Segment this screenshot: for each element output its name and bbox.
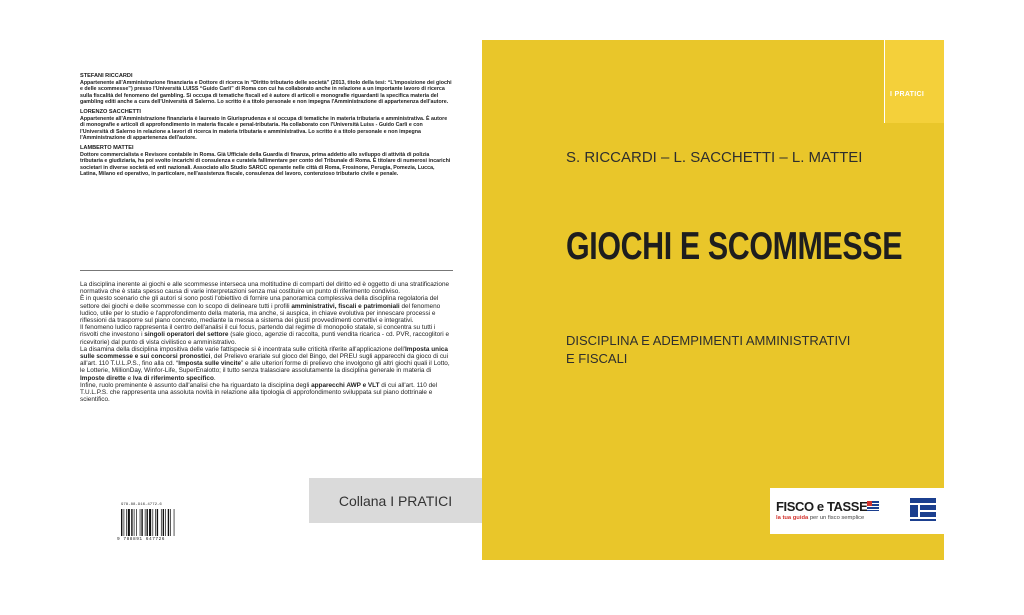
- bio-name: LORENZO SACCHETTI: [80, 109, 141, 116]
- series-badge: [884, 40, 944, 123]
- text-run: e: [125, 374, 133, 382]
- bold-text: Imposta unica sulle scommesse e sui concorsi pronostici: [80, 345, 448, 361]
- book-description: [80, 270, 453, 403]
- text-run: del fenomeno ludico, utile per lo studio e l'approfondimento della materia, ma anche, si auspica, in chiave evolutiva per innescare processi e riflessioni da trasporre sul piano concreto, mediante la messa a sistema dei giusti provvedimenti correttivi e integrativi.: [80, 302, 441, 325]
- back-cover: [80, 40, 482, 560]
- tagline-accent: la tua guida: [776, 515, 809, 521]
- bio-sacchetti: [80, 109, 452, 141]
- bold-text: Imposte dirette: [80, 374, 126, 382]
- text-run: ” e alle ulteriori forme di prelievo che involgono gli altri giochi quali il Lotto, le Lotterie, MillionDay, Winfor-Life, SuperEnalotto; il tutto senza tralasciare assolutamente la disciplina generale in materia di: [80, 360, 450, 375]
- text-run: di cui all'art. 110 del T.U.L.P.S. che rappresenta una assoluta novità in relazione alla tipologia di approfondimento sviluppata sul piano dottrinale e scientifico.: [80, 381, 438, 404]
- text-run: Infine, ruolo preminente è assunto dall'analisi che ha riguardato la disciplina degli: [80, 381, 312, 389]
- bio-name: LAMBERTO MATTEI: [80, 145, 134, 152]
- publisher-name: FISCO e TASSE: [776, 499, 868, 514]
- text-run: , del Prelievo erariale sul gioco del Bingo, del PREU sugli apparecchi da gioco di cui all'art. 110 T.U.L.P.S., fino alla cd. “: [80, 353, 449, 368]
- barcode-icon: [120, 509, 194, 536]
- tagline-rest: per un fisco semplice: [808, 515, 865, 521]
- maggioli-logo-icon: [910, 498, 936, 524]
- description-paragraph: [80, 295, 453, 324]
- bold-text: singoli operatori del settore: [144, 331, 229, 339]
- text-run: Il fenomeno ludico rappresenta il centro dell'analisi il cui focus, partendo dal regime di monopolio statale, si concentra su tutti i risvolti che investono i: [80, 324, 436, 339]
- text-run: La disamina della disciplina impositiva delle varie fattispecie si è incentrata sulle criticità riferite all'applicazione dell': [80, 345, 405, 353]
- barcode-number: 9 788891 647726: [117, 537, 166, 542]
- bio-name: STEFANI RICCARDI: [80, 73, 133, 79]
- publisher-box: [770, 488, 944, 534]
- text-run: È in questo scenario che gli autori si sono posti l'obiettivo di fornire una panoramica complessiva della disciplina regolatoria del settore dei giochi e delle scommesse con lo scopo di delineare tutti i profili: [80, 295, 439, 310]
- bold-text: Imposta sulle vincite: [178, 360, 242, 368]
- bio-text: Appartenente all'Amministrazione finanziaria è laureato in Giurisprudenza e si occupa di tematiche in materia tributaria e amministrativa. È autore di monografie e articoli di approfondimento in materia fiscale e penal-tributaria. Ha collaborato con l'Università Luiss - Guido Carli e con l'Università di Salerno in relazione a lavori di ricerca in materia tributaria e amministrativa. Lo scritto è a titolo personale e non impegna l'Amministrazione di appartenenza dell'autore.: [80, 116, 448, 141]
- badge-divider: [884, 40, 885, 123]
- subtitle-line: E FISCALI: [566, 351, 628, 366]
- subtitle-line: DISCIPLINA E ADEMPIMENTI AMMINISTRATIVI: [566, 333, 851, 348]
- text-run: (sale gioco, agenzie di raccolta, punti vendita ricarica - cd. PVR, raccoglitori e ricevitorie) dal punto di vista civilistico e amministrativo.: [80, 331, 450, 346]
- flag-icon: [867, 501, 879, 511]
- bold-text: amministrativi, fiscali e patrimoniali: [291, 302, 400, 310]
- publisher-tagline: [776, 515, 864, 521]
- bold-text: Iva di riferimento specifico: [132, 374, 214, 382]
- description-paragraph: [80, 324, 453, 346]
- front-cover: [482, 40, 944, 560]
- bio-text: Dottore commercialista e Revisore contabile in Roma. Già Ufficiale della Guardia di finanza, prima addetto allo sviluppo di attività di polizia tributaria e giudiziaria, ha poi svolto incarichi di consulenza e curatela fallimentare per conto del Tribunale di Roma. È titolare di numerosi incarichi societari in diverse società ed enti nazionali. Associato allo Studio SARCC operante nelle città di Roma, Frosinone, Perugia, Pomezia, Lucca, Latina, Milano ed operativo, in particolare, nell'assistenza fiscale, consulenza del lavoro, contenzioso tributario civile e penale.: [80, 152, 451, 177]
- description-paragraph: [80, 382, 453, 404]
- text-run: .: [213, 374, 216, 382]
- author-bios: [80, 73, 452, 181]
- isbn-label: 978-88-916-4772-6: [121, 503, 162, 507]
- badge-label: I PRATICI: [890, 91, 925, 98]
- book-title: GIOCHI E SCOMMESSE: [566, 225, 903, 268]
- bio-riccardi: [80, 73, 452, 105]
- book-subtitle: [566, 332, 896, 368]
- bold-text: apparecchi AWP e VLT: [311, 381, 380, 389]
- series-label: Collana I PRATICI: [309, 478, 482, 523]
- bio-text: Appartenente all'Amministrazione finanziaria e Dottore di ricerca in “Diritto tributario delle società” (2013, titolo della tesi: “L'imposizione dei giochi e delle scommesse”) presso l'Università LUISS “Guido Carli” di Roma con cui ha collaborato anche in relazione a un importante lavoro di ricerca sulla fiscalità del fenomeno del gambling. Si occupa di tematiche fiscali ed è autore di articoli e monografie riguardanti la specifica materia del gambling editi anche a cura dell'Università di Salerno. Lo scritto è a titolo personale e non impegna l'Amministrazione di appartenenza dell'autore.: [80, 80, 452, 105]
- description-paragraph: [80, 346, 453, 382]
- description-paragraph: La disciplina inerente ai giochi e alle scommesse interseca una moltitudine di comparti del diritto ed è oggetto di una stratificazione normativa che è stata spesso causa di varie interpretazioni senza mai costituire un punto di riferimento condiviso.: [80, 281, 450, 296]
- cover-authors: S. RICCARDI – L. SACCHETTI – L. MATTEI: [566, 149, 863, 166]
- bio-mattei: [80, 145, 452, 177]
